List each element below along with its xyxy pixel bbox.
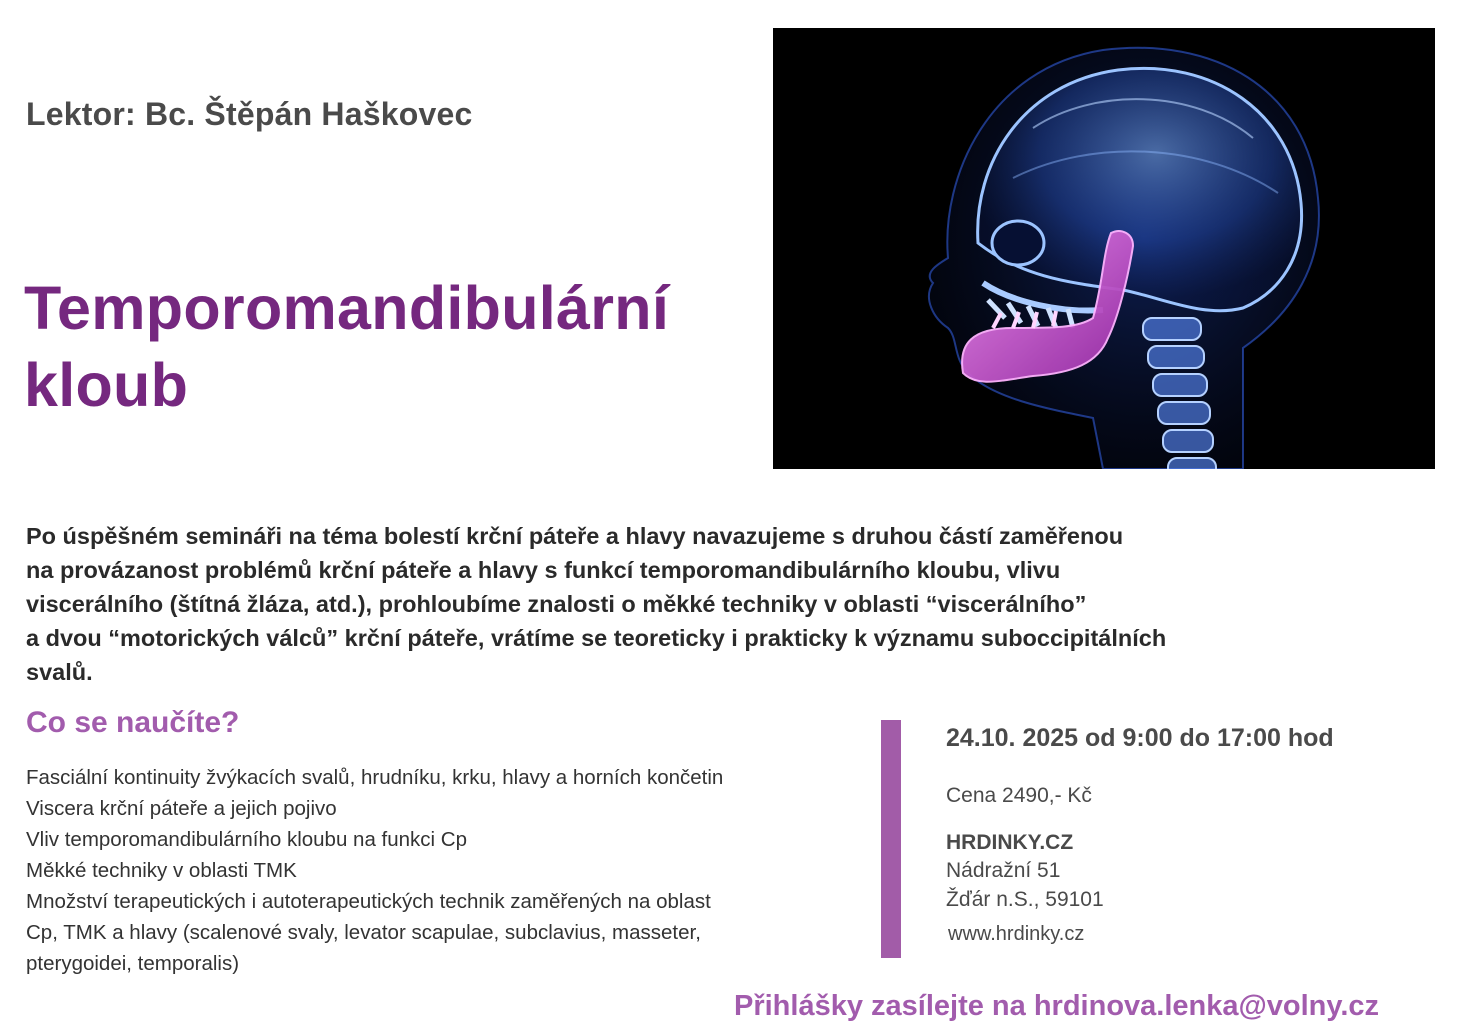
list-item: Fasciální kontinuity žvýkacích svalů, hrudníku, krku, hlavy a horních končetin: [26, 766, 724, 789]
list-item: Množství terapeutických i autoterapeutických technik zaměřených na oblast: [26, 890, 711, 913]
xray-head-image: [773, 28, 1435, 469]
title-line-1: Temporomandibulární: [24, 274, 670, 342]
intro-line: viscerálního (štítná žláza, atd.), prohloubíme znalosti o měkké techniky v oblasti “viscerálního”: [26, 591, 1087, 617]
intro-line: na provázanost problémů krční páteře a hlavy s funkcí temporomandibulárního kloubu, vlivu: [26, 557, 1061, 583]
intro-paragraph: [26, 519, 1446, 689]
list-item: Viscera krční páteře a jejich pojivo: [26, 797, 337, 820]
list-item: Cp, TMK a hlavy (scalenové svaly, levator scapulae, subclavius, masseter,: [26, 921, 701, 944]
intro-line: a dvou “motorických válců” krční páteře, vrátíme se teoreticky i prakticky k významu suboccipitálních: [26, 625, 1167, 651]
organizer-name: HRDINKY.CZ: [946, 831, 1074, 854]
list-item: Vliv temporomandibulárního kloubu na funkci Cp: [26, 828, 468, 851]
organizer-street: Nádražní 51: [946, 859, 1061, 882]
xray-head-jaw-illustration-icon: [773, 28, 1435, 469]
learn-heading: Co se naučíte?: [26, 706, 240, 739]
list-item: pterygoidei, temporalis): [26, 952, 240, 975]
learn-list: [26, 762, 723, 979]
organizer-city: Žďár n.S., 59101: [946, 888, 1104, 911]
intro-line: Po úspěšném semináři na téma bolestí krční páteře a hlavy navazujeme s druhou částí zaměřenou: [26, 523, 1124, 549]
intro-line: svalů.: [26, 659, 93, 685]
signup-email-text[interactable]: Přihlášky zasílejte na hrdinova.lenka@volny.cz: [734, 990, 1380, 1022]
page-title: [24, 270, 669, 424]
accent-divider: [881, 720, 901, 958]
list-item: Měkké techniky v oblasti TMK: [26, 859, 297, 882]
title-line-2: kloub: [24, 351, 189, 419]
lector-name: Lektor: Bc. Štěpán Haškovec: [26, 96, 473, 132]
organizer-website-link[interactable]: www.hrdinky.cz: [948, 923, 1085, 945]
event-date: 24.10. 2025 od 9:00 do 17:00 hod: [946, 724, 1334, 752]
event-price: Cena 2490,- Kč: [946, 784, 1092, 807]
